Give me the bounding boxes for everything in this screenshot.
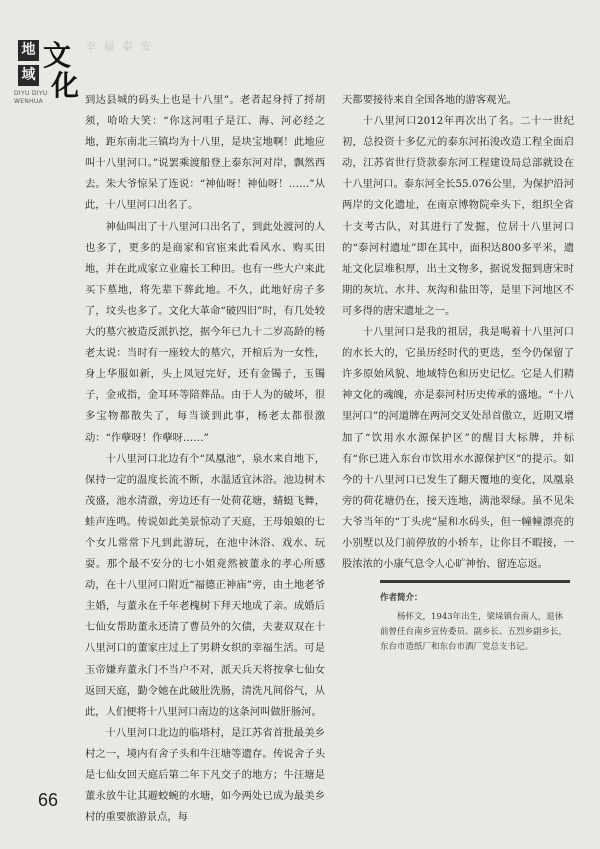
section-pinyin: DIYU DIYU WENHUA (14, 90, 48, 105)
paragraph: 十八里河口北边有个“凤凰池”，泉水来自地下，保持一定的温度长流不断，水温适宜沐浴。池边树木茂盛，池水清澈，旁边还有一处荷花塘，蜻蜓飞舞，蛙声连鸣。传说如此美景惊动了天庭，王母娘娘的七个女儿常常下凡到此游玩，在池中沐浴、戏水、玩耍。那个最不安分的七小姐竟然被董永的孝心所感动，在十八里河口附近“福德正神庙”旁，由土地老爷主婚，与董永在千年老槐树下拜天地成了亲。成婚后七仙女帮助董永还清了曹员外的欠债，夫妻双双在十八里河口的董家庄过上了男耕女织的幸福生活。可是玉帝嫌弃董永门不当户不对，派天兵天将按拿七仙女返回天庭，勤令她在此破肚洗肠，清洗凡间俗气，从此，人们便将十八里河口南边的这条河叫做肝肠河。 (85, 452, 325, 718)
paragraph: 天都要接待来自全国各地的游客观光。 (342, 94, 518, 106)
section-big-char-1: 文 (43, 39, 72, 72)
paragraph: 神仙叫出了十八里河口出名了，到此处渡河的人也多了，更多的是商家和官宦来此看风水、购买田地，并在此成家立业雇长工种田。也有一些大户来此买下墓地，将先辈下葬此地。不久，此地好房子多了，坟头也多了。文化大革命“破四旧”时，有几处较大的墓穴被造反派扒挖，据今年已九十二岁高龄的杨老太说：当时有一座较大的墓穴，开棺后为一女性，身上华服如新，头上凤冠完好，还有金镯子，玉镯子，金戒指，金耳环等陪葬品。由于人为的破坏，很多宝物都散失了，每当谈到此事，杨老太都很激动：“作孽呀！作孽呀……” (85, 220, 325, 444)
section-big-char-2: 化 (51, 69, 80, 102)
right-text-column (342, 90, 574, 575)
left-text-column (85, 90, 325, 828)
section-logo (8, 36, 88, 116)
author-bio-text: 杨怀文，1943年出生，梁垛镇台南人，退休前曾任台南乡宣传委员、副乡长、五烈乡副乡长，东台市造纸厂和东台市酒厂党总支书记。 (380, 612, 568, 652)
faint-watermark-text: 幸 福 泰 安 (85, 40, 154, 53)
paragraph: 到达县城的码头上也是十八里”。老者起身捋了捋胡须，哈哈大笑：“你这河咀子是江、海、河必经之地，距东南北三镇均为十八里，是块宝地啊！此地应叫十八里河口。”说罢乘渡船登上泰东河对岸，飘然西去。朱大爷惊呆了连说：“神仙呀！神仙呀！……”从此，十八里河口出名了。 (85, 94, 325, 212)
section-tag-char-2: 域 (18, 65, 39, 86)
author-bio-box (380, 580, 570, 655)
paragraph: 十八里河口是我的祖居，我是喝着十八里河口的水长大的，它虽历经时代的更迭，至今仍保留了许多原始风貌、地域特色和历史记忆。它是人们精神文化的魂魄，亦是泰河村历史传承的盛地。“十八里河口”的河道牌在两河交叉处昂首傲立，近期又增加了“饮用水水源保护区”的醒目大标牌，并标有“你已进入东台市饮用水水源保护区”的提示。如今的十八里河口已发生了翻天覆地的变化，凤凰泉旁的荷花塘仍在，接天连地，满池翠绿。虽不见朱大爷当年的“丁头虎”屋和水码头，但一幢幢漂亮的小别墅以及门前停放的小轿车，让你目不暇接，一股浓浓的小康气息令人心旷神怡、留连忘返。 (342, 326, 574, 571)
section-tag-char-1: 地 (18, 40, 39, 61)
paragraph: 十八里河口北边的临塔村，是江苏省首批最美乡村之一，境内有舍子头和牛汪塘等遗存。传说舍子头是七仙女回天庭后第二年下凡交子的地方；牛汪塘是董永放牛让其避蛟蜿的水塘，如今两处已成为最美乡村的重要旅游景点，每 (85, 726, 325, 824)
page-number: 66 (38, 790, 59, 810)
author-bio-title: 作者简介： (380, 593, 423, 603)
paragraph: 十八里河口2012年再次出了名。二十一世纪初，总投资十多亿元的泰东河拓浚改造工程全面启动，江苏省世行贷款泰东河工程建设局总部就设在十八里河口。泰东河全长55.076公里，为保护沿河两岸的文化遗址，在南京博物院牵头下，组织全省十支考古队，对其进行了发掘，位居十八里河口的“泰河村遗址”即在其中，面积达800多平米，遗址文化层堆积厚，出土文物多，据说发掘到唐宋时期的灰坑、水井、灰沟和盐田等，是里下河地区不可多得的唐宋遗址之一。 (342, 115, 574, 317)
